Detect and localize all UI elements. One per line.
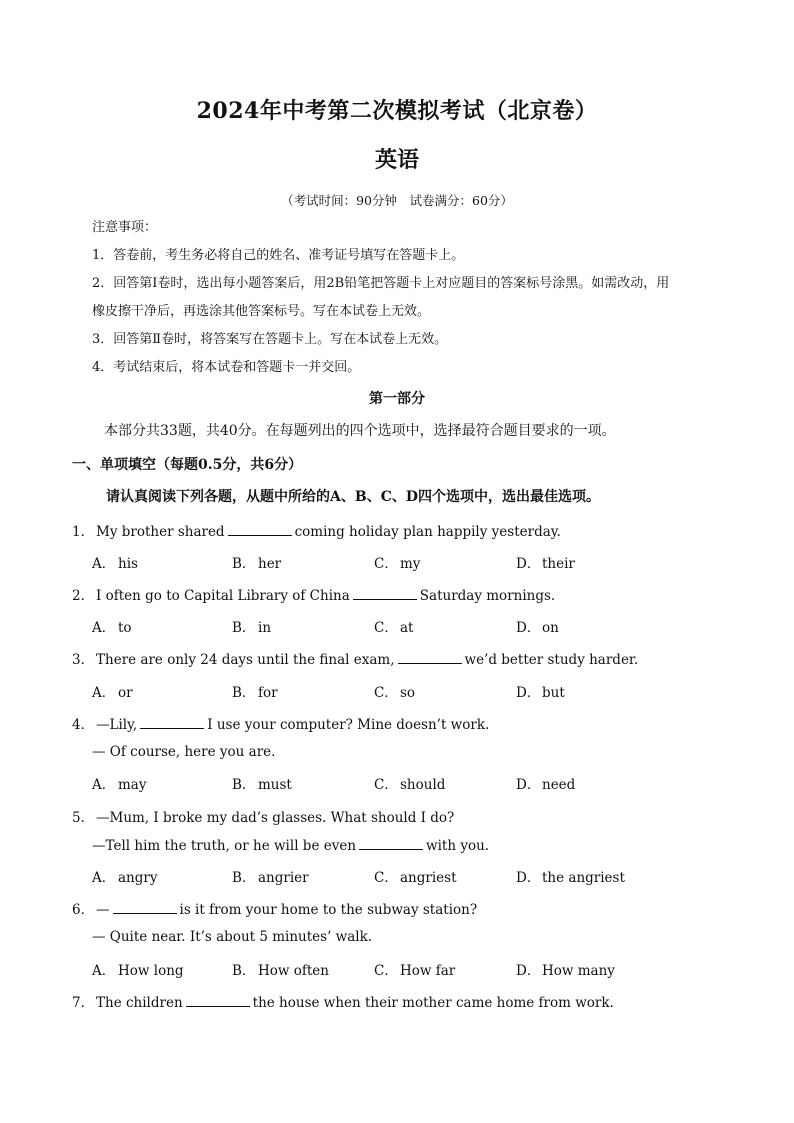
question-text: —Lily, bbox=[96, 717, 138, 733]
question-number: 1． bbox=[72, 524, 95, 540]
notice-block bbox=[92, 214, 742, 382]
question-4 bbox=[72, 713, 489, 733]
notice-item: 3．回答第Ⅱ卷时，将答案写在答题卡上。写在本试卷上无效。 bbox=[92, 332, 448, 347]
question-text: coming holiday plan happily yesterday. bbox=[294, 524, 561, 540]
question-2 bbox=[72, 584, 555, 604]
option-a: A． or bbox=[92, 685, 133, 701]
option-c: C． at bbox=[374, 620, 414, 636]
question-text: — bbox=[96, 902, 110, 918]
option-b: B． angrier bbox=[232, 870, 309, 886]
option-b: B． How often bbox=[232, 963, 329, 979]
notice-item: 2．回答第Ⅰ卷时，选出每小题答案后，用2B铅笔把答题卡上对应题目的答案标号涂黑。如需改动，用 bbox=[92, 276, 670, 291]
option-c: C． angriest bbox=[374, 870, 457, 886]
question-number: 3． bbox=[72, 652, 95, 668]
answer-blank bbox=[359, 837, 423, 850]
question-text: —Mum, I broke my dad’s glasses. What should I do? bbox=[96, 810, 455, 826]
option-d: D． How many bbox=[516, 963, 615, 979]
option-a: A． may bbox=[92, 777, 147, 793]
option-a: A． How long bbox=[92, 963, 184, 979]
question-text: I often go to Capital Library of China bbox=[96, 588, 350, 604]
subject-title: 英语 bbox=[374, 147, 419, 173]
question-text: I use your computer? Mine doesn’t work. bbox=[207, 717, 490, 733]
question-text: is it from your home to the subway station? bbox=[179, 902, 478, 918]
part-title: 第一部分 bbox=[369, 391, 425, 407]
option-a: A． his bbox=[92, 556, 138, 572]
section-title: 一、单项填空（每题0.5分，共6分） bbox=[72, 457, 303, 473]
option-b: B． must bbox=[232, 777, 292, 793]
notice-item: 橡皮擦干净后，再选涂其他答案标号。写在本试卷上无效。 bbox=[92, 304, 431, 319]
question-text: Saturday mornings. bbox=[419, 588, 556, 604]
option-d: D． need bbox=[516, 777, 576, 793]
question-5 bbox=[72, 806, 454, 826]
question-number: 7． bbox=[72, 995, 95, 1011]
option-b: B． in bbox=[232, 620, 272, 636]
part-description: 本部分共33题，共40分。在每题列出的四个选项中，选择最符合题目要求的一项。 bbox=[104, 423, 616, 439]
question-text: we’d better study harder. bbox=[464, 652, 639, 668]
answer-blank bbox=[353, 587, 417, 600]
exam-info: （考试时间：90分钟 试卷满分：60分） bbox=[281, 193, 513, 208]
answer-blank bbox=[113, 901, 177, 914]
section-instruction: 请认真阅读下列各题，从题中所给的A、B、C、D四个选项中，选出最佳选项。 bbox=[106, 489, 600, 505]
option-d: D． but bbox=[516, 685, 565, 701]
option-d: D． on bbox=[516, 620, 559, 636]
answer-blank bbox=[140, 716, 204, 729]
answer-blank bbox=[398, 651, 462, 664]
question-1 bbox=[72, 520, 561, 540]
reply-text: —Tell him the truth, or he will be even bbox=[92, 838, 357, 854]
question-number: 5． bbox=[72, 810, 95, 826]
question-number: 2． bbox=[72, 588, 95, 604]
question-text: The children bbox=[96, 995, 183, 1011]
question-3 bbox=[72, 648, 638, 668]
notice-heading: 注意事项： bbox=[92, 220, 158, 235]
dialogue-reply: — Of course, here you are. bbox=[92, 744, 276, 760]
question-6 bbox=[72, 898, 477, 918]
exam-title: 2024年中考第二次模拟考试（北京卷） bbox=[196, 98, 598, 124]
dialogue-reply: — Quite near. It’s about 5 minutes’ walk. bbox=[92, 929, 373, 945]
option-c: C． so bbox=[374, 685, 416, 701]
question-7 bbox=[72, 991, 614, 1011]
notice-item: 1．答卷前，考生务必将自己的姓名、准考证号填写在答题卡上。 bbox=[92, 248, 465, 263]
option-c: C． How far bbox=[374, 963, 456, 979]
option-c: C． my bbox=[374, 556, 421, 572]
option-a: A． to bbox=[92, 620, 132, 636]
option-c: C． should bbox=[374, 777, 446, 793]
question-number: 4． bbox=[72, 717, 95, 733]
option-b: B． for bbox=[232, 685, 278, 701]
question-text: the house when their mother came home from work. bbox=[252, 995, 614, 1011]
option-d: D． their bbox=[516, 556, 575, 572]
answer-blank bbox=[228, 523, 292, 536]
reply-text: with you. bbox=[426, 838, 490, 854]
option-b: B． her bbox=[232, 556, 282, 572]
question-text: There are only 24 days until the final exam, bbox=[96, 652, 395, 668]
option-a: A． angry bbox=[92, 870, 158, 886]
option-d: D． the angriest bbox=[516, 870, 625, 886]
notice-item: 4．考试结束后，将本试卷和答题卡一并交回。 bbox=[92, 360, 361, 375]
question-text: My brother shared bbox=[96, 524, 225, 540]
answer-blank bbox=[186, 994, 250, 1007]
question-number: 6． bbox=[72, 902, 95, 918]
dialogue-reply bbox=[92, 837, 489, 854]
